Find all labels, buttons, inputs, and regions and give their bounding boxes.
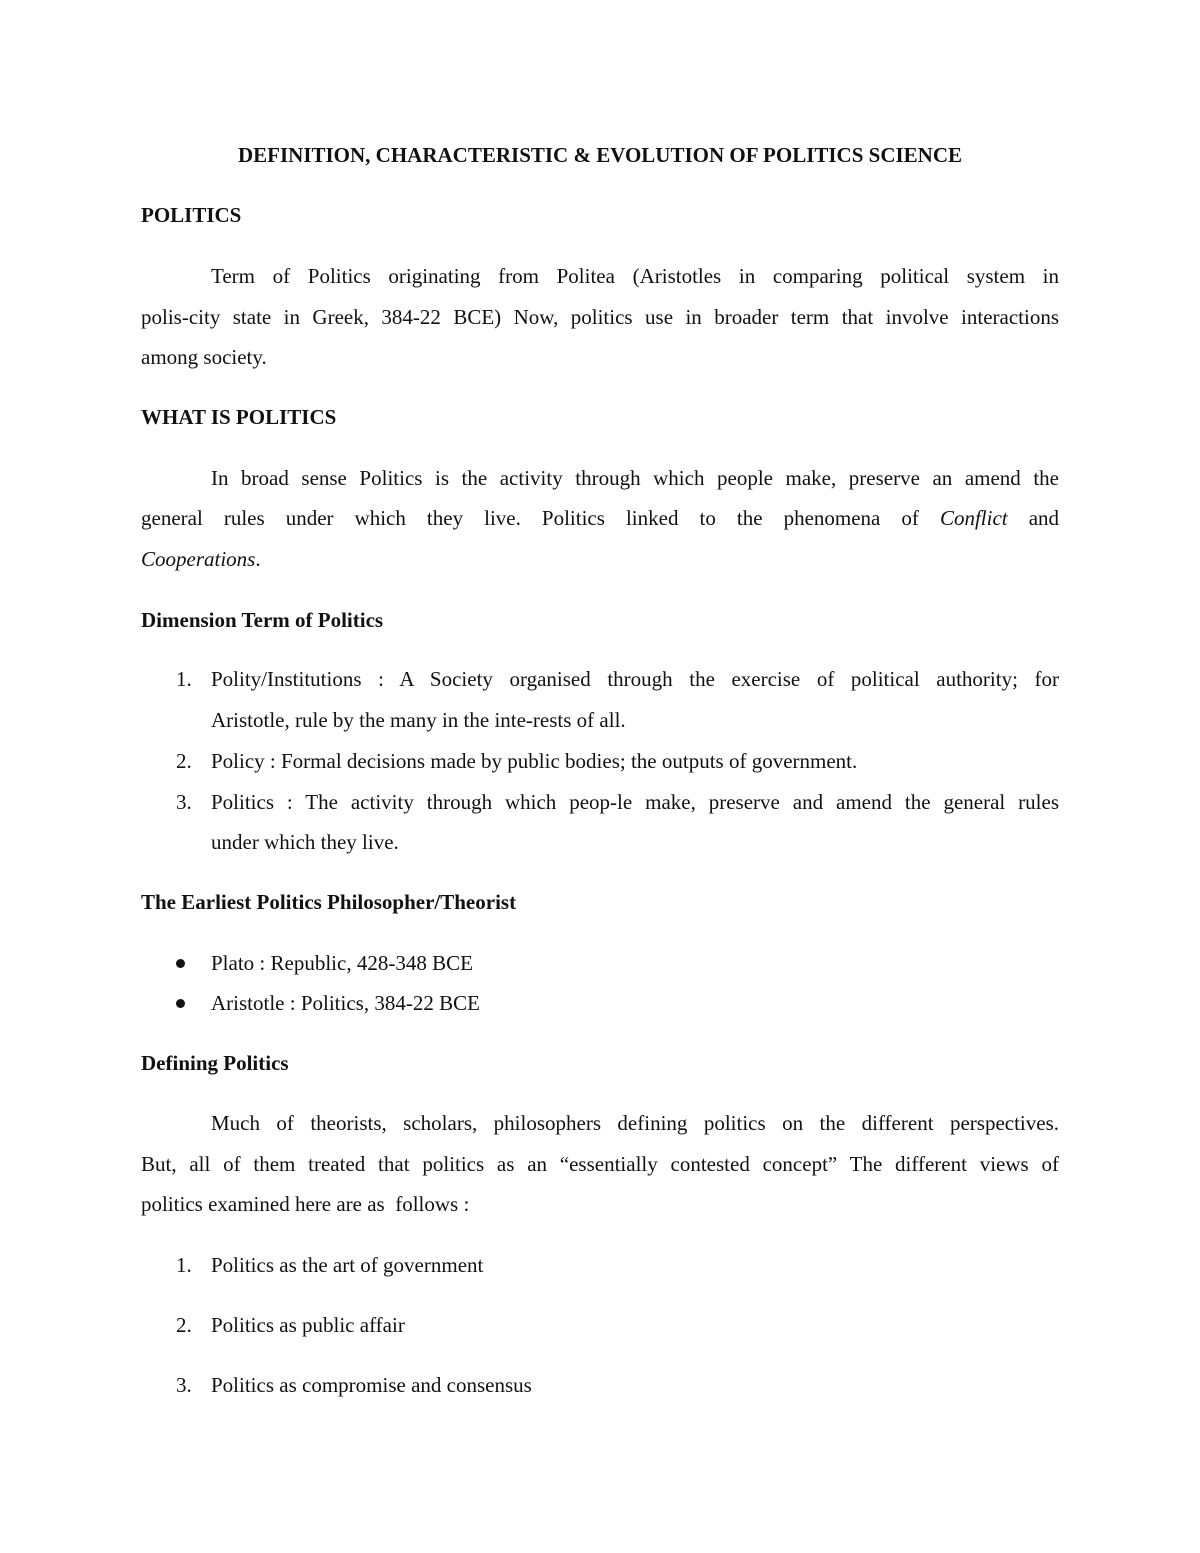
bullet-icon <box>176 959 185 968</box>
dimension-item-3-line-1: Politics : The activity through which peop-le make, preserve and amend the general rules <box>211 790 1059 814</box>
politics-paragraph-line-1: Term of Politics originating from Politea (Aristotles in comparing political system in <box>211 264 1059 288</box>
bullet-icon <box>176 999 185 1008</box>
defining-paragraph-line-2: But, all of them treated that politics as an “essentially contested concept” The different views of <box>141 1152 1059 1176</box>
dimension-item-2-line-1: Policy : Formal decisions made by public bodies; the outputs of government. <box>211 749 858 773</box>
defining-paragraph-line-1: Much of theorists, scholars, philosophers defining politics on the different perspectives. <box>211 1111 1059 1135</box>
what-is-line-2-suffix: and <box>1028 506 1060 530</box>
earliest-bullet-item-2: Aristotle : Politics, 384-22 BCE <box>211 991 480 1015</box>
politics-paragraph-line-2: polis-city state in Greek, 384-22 BCE) Now, politics use in broader term that involve interactions <box>141 305 1059 329</box>
what-is-paragraph-line-2 <box>141 506 1059 531</box>
defining-item-1-number: 1. <box>176 1253 192 1277</box>
defining-item-3-number: 3. <box>176 1373 192 1397</box>
dimension-item-3-line-2: under which they live. <box>211 830 399 854</box>
what-is-paragraph-line-3 <box>141 547 261 572</box>
dimension-item-2-number: 2. <box>176 749 192 773</box>
earliest-bullet-item-1: Plato : Republic, 428-348 BCE <box>211 951 473 975</box>
dimension-item-1-line-1: Polity/Institutions : A Society organised through the exercise of political authority; for <box>211 667 1059 691</box>
dimension-item-1-number: 1. <box>176 667 192 691</box>
defining-item-3-text: Politics as compromise and consensus <box>211 1373 532 1397</box>
what-is-paragraph-line-1: In broad sense Politics is the activity through which people make, preserve an amend the <box>211 466 1059 490</box>
defining-paragraph-line-3: politics examined here are as follows : <box>141 1192 470 1216</box>
document-title: DEFINITION, CHARACTERISTIC & EVOLUTION OF POLITICS SCIENCE <box>237 143 963 167</box>
defining-item-1-text: Politics as the art of government <box>211 1253 484 1277</box>
what-is-line-3-suffix: . <box>255 547 261 571</box>
heading-earliest-philosophers: The Earliest Politics Philosopher/Theorist <box>141 890 517 914</box>
heading-what-is-politics: WHAT IS POLITICS <box>141 405 337 429</box>
dimension-item-3-number: 3. <box>176 790 192 814</box>
defining-item-2-number: 2. <box>176 1313 192 1337</box>
dimension-item-1-line-2: Aristotle, rule by the many in the inte-rests of all. <box>211 708 626 732</box>
heading-politics: POLITICS <box>141 203 242 227</box>
defining-item-2-text: Politics as public affair <box>211 1313 405 1337</box>
heading-defining-politics: Defining Politics <box>141 1051 289 1075</box>
heading-dimension-term: Dimension Term of Politics <box>141 608 384 632</box>
cooperations-term: Cooperations <box>141 547 256 571</box>
what-is-line-2-text: general rules under which they live. Politics linked to the phenomena of <box>141 506 919 530</box>
conflict-term: Conflict <box>939 506 1008 530</box>
politics-paragraph-line-3: among society. <box>141 345 267 369</box>
